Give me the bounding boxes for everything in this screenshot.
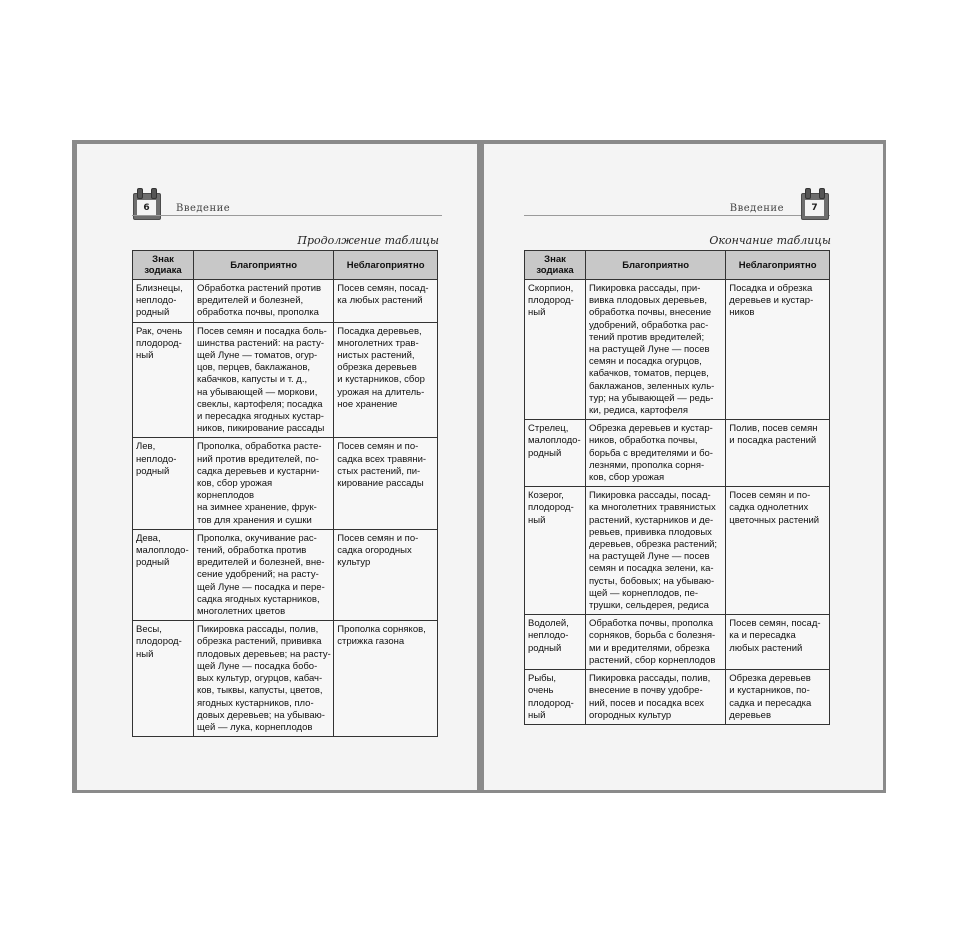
favorable-cell: Обработка почвы, прополка сорняков, борьба с болезня- ми и вредителями, обрезка растений, сбор корнеплодов — [586, 615, 726, 670]
table-row — [133, 280, 438, 323]
favorable-cell: Пикировка рассады, полив, внесение в почву удобре- ний, посев и посадка всех огородных культур — [586, 670, 726, 725]
unfavorable-cell: Посадка деревьев, многолетних трав- нистых растений, обрезка деревьев и кустарников, сбор урожая на длитель- ное хранение — [334, 322, 438, 438]
unfavorable-cell: Полив, посев семян и посадка растений — [726, 420, 830, 487]
right-page — [484, 144, 883, 790]
unfavorable-cell: Посев семян, посад- ка любых растений — [334, 280, 438, 323]
favorable-cell: Посев семян и посадка боль- шинства растений: на расту- щей Луне — томатов, огур- цов, перцев, баклажанов, кабачков, капусты и т. д., на убывающей — моркови, свеклы, картофеля; посадка и пересадка ягодных кустар- ников, пикирование рассады — [194, 322, 334, 438]
header-sign: Знак зодиака — [525, 251, 586, 280]
table-row — [133, 529, 438, 620]
sign-cell: Скорпион, плодород- ный — [525, 280, 586, 420]
table-row — [525, 420, 830, 487]
header-favorable: Благоприятно — [194, 251, 334, 280]
section-title: Введение — [729, 203, 784, 214]
page-number: 6 — [137, 200, 156, 216]
header-favorable: Благоприятно — [586, 251, 726, 280]
zodiac-table — [132, 250, 438, 737]
unfavorable-cell: Посев семян и по- садка всех травяни- стых растений, пи- кирование рассады — [334, 438, 438, 529]
unfavorable-cell: Посев семян, посад- ка и пересадка любых растений — [726, 615, 830, 670]
table-row — [525, 670, 830, 725]
sign-cell: Рыбы, очень плодород- ный — [525, 670, 586, 725]
favorable-cell: Прополка, окучивание рас- тений, обработка против вредителей и болезней, вне- сение удобрений; на расту- щей Луне — посадка и пере- садка ягодных кустарников, многолетних цветов — [194, 529, 334, 620]
sign-cell: Лев, неплодо- родный — [133, 438, 194, 529]
favorable-cell: Пикировка рассады, при- вивка плодовых деревьев, обработка почвы, внесение удобрений, обработка рас- тений против вредителей; на растущей Луне — посев семян и посадка огурцов, кабачков, томатов, перцев, баклажанов, зеленных куль- тур; на убывающей — редь- ки, редиса, картофеля — [586, 280, 726, 420]
sign-cell: Водолей, неплодо- родный — [525, 615, 586, 670]
table-row — [133, 322, 438, 438]
header-unfavorable: Неблагоприятно — [726, 251, 830, 280]
favorable-cell: Обрезка деревьев и кустар- ников, обработка почвы, борьба с вредителями и бо- лезнями, прополка сорня- ков, сбор урожая — [586, 420, 726, 487]
favorable-cell: Пикировка рассады, посад- ка многолетних травянистых растений, кустарников и де- ревьев, прививка плодовых деревьев, обрезка растений; на растущей Луне — посев семян и посадка зелени, ка- пусты, бобовых; на убываю- щей — корнеплодов, пе- трушки, сельдерея, редиса — [586, 487, 726, 615]
sign-cell: Козерог, плодород- ный — [525, 487, 586, 615]
page-number: 7 — [805, 200, 824, 216]
header-sign: Знак зодиака — [133, 251, 194, 280]
header-rule — [132, 215, 442, 216]
page-header — [132, 188, 442, 228]
table-header-row — [133, 251, 438, 280]
zodiac-table — [524, 250, 830, 725]
unfavorable-cell: Прополка сорняков, стрижка газона — [334, 621, 438, 737]
table-header-row — [525, 251, 830, 280]
calendar-icon — [800, 188, 830, 220]
section-title: Введение — [176, 203, 231, 214]
table-caption: Окончание таблицы — [709, 234, 831, 247]
header-unfavorable: Неблагоприятно — [334, 251, 438, 280]
sign-cell: Дева, малоплодо- родный — [133, 529, 194, 620]
sign-cell: Рак, очень плодород- ный — [133, 322, 194, 438]
table-caption: Продолжение таблицы — [297, 234, 439, 247]
page-header — [524, 188, 830, 228]
unfavorable-cell: Посев семян и по- садка однолетних цветочных растений — [726, 487, 830, 615]
favorable-cell: Пикировка рассады, полив, обрезка растений, прививка плодовых деревьев; на расту- щей Луне — посадка бобо- вых культур, огурцов, кабач- ков, тыквы, капусты, цветов, ягодных кустарников, пло- довых деревьев; на убываю- щей — лука, корнеплодов — [194, 621, 334, 737]
favorable-cell: Обработка растений против вредителей и болезней, обработка почвы, прополка — [194, 280, 334, 323]
sign-cell: Близнецы, неплодо- родный — [133, 280, 194, 323]
favorable-cell: Прополка, обработка расте- ний против вредителей, по- садка деревьев и кустарни- ков, сбор урожая корнеплодов на зимнее хранение, фрук- тов для хранения и сушки — [194, 438, 334, 529]
header-rule — [524, 215, 830, 216]
left-page — [77, 144, 477, 790]
unfavorable-cell: Обрезка деревьев и кустарников, по- садка и пересадка деревьев — [726, 670, 830, 725]
table-row — [133, 621, 438, 737]
unfavorable-cell: Посадка и обрезка деревьев и кустар- ников — [726, 280, 830, 420]
table-row — [133, 438, 438, 529]
sign-cell: Весы, плодород- ный — [133, 621, 194, 737]
sign-cell: Стрелец, малоплодо- родный — [525, 420, 586, 487]
table-row — [525, 615, 830, 670]
book-spread — [72, 140, 886, 793]
table-row — [525, 487, 830, 615]
table-row — [525, 280, 830, 420]
unfavorable-cell: Посев семян и по- садка огородных культур — [334, 529, 438, 620]
